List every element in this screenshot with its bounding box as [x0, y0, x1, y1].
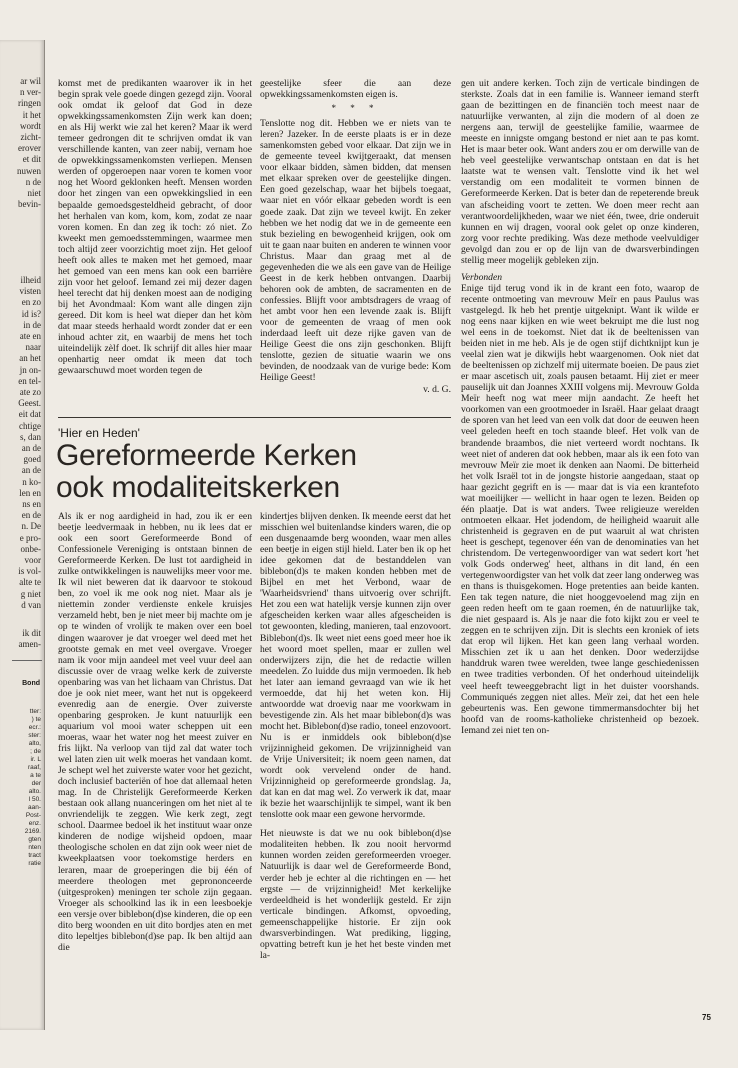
article2-col2-text: kindertjes blijven denken. Ik meende eerst dat het misschien wel buitenlandse kinders waren, die op een dusgenaamde berg woonden, waar men alles een beetje in eigen stijl hield. Later ben ik op het idee gekomen dat de bestanddelen van biblebon(d)s te maken konden hebben met de Bijbel en met het Verbond, waar de 'Waarheidsvriend' thans uitvoerig over schrijft. Het zou een wat hatelijk versje kunnen zijn over afgescheiden kerken waar alles afgescheiden is tot gewoonten, kleding, manieren, taal enzovoort. Biblebon(d)s. Ik weet niet eens goed meer hoe ik het woord moet spellen, maar er zullen wel onderwijzers zijn, die het de redactie willen meedelen. Zo luidde dus mijn vermoeden. Ik heb het later aan iemand gevraagd van wie ik het vermoedde, dat hij het weten kon. Hij antwoordde wat droevig naar me voorkwam in bevestigende zin. Als het maar biblebon(d)s was mocht het. Biblebon(d)se radio, toneel enzovoort. Nu is er inmiddels ook biblebon(d)se vrijzinnigheid gekomen. De vrijzinnigheid van de Vrije Universiteit; ik noem geen namen, dat wordt ook vervelend onder de hand. Vrijzinnigheid op gereformeerde grondslag. Ja, dat kan en dat mag wel. Zo verwerk ik dat, maar ik bezie het waarschijnlijk te simpel, want ik ben tenslotte ook maar een gewone hervormde.	[260, 511, 451, 821]
prev-box-lines	[25, 708, 41, 868]
previous-page-strip	[0, 40, 45, 1030]
right-col-para-1: gen uit andere kerken. Toch zijn de verticale bindingen de sterkste. Zoals dat in een familie is. Wanneer iemand sterft gaan de bezittingen en de financiën toch meest naar de natuurlijke verwanten, al zijn die modern of al doen ze nergens aan, terwijl de geestelijke familie, waarmee de meeste en innigste omgang bestond er niet aan te pas komt. Het is maar beter ook. Want anders zou er om derwille van de heb veel geestelijke verwantschap ontstaan en dat is het laatste wat te wensen valt. Tenslotte vind ik het wel verstandig om een modaliteit te vormen binnen de Gereformeerde Kerken. Dat is beter dan de repeterende breuk van afscheiding voort te zetten. We doen meer recht aan verantwoordelijkheden, waar we niet één, twee, drie onderuit kunnen en wij dragen, vooral ook gelet op onze kinderen, zorg voor rechte prediking. Was deze methode veelvuldiger gevolgd dan zou er op de lijn van de dwarsverbindingen stellig meer mogelijk gebleken zijn.	[461, 78, 699, 266]
prev-fragment-line: ringen	[18, 98, 41, 109]
prev-fragment-block-2	[18, 275, 41, 611]
prev-fragment-line: der	[31, 780, 41, 787]
article2-col2-text-b: Het nieuwste is dat we nu ook biblebon(d)se modaliteiten hebben. Ik zou nooit hervormd kunnen worden zeiden gereformeerden vroeger. Natuurlijk is daar wel de Gereformeerde Bond, verder heb je echter al die richtingen en — het ergste — de vrijzinnigheid! Met kerkelijke verdeeldheid is het wonderlijk gesteld. Er zijn verticale bindingen. Afkomst, opvoeding, gemeenschappelijke historie. Er zijn ook dwarsverbindingen. Wat prediking, ligging, opvatting betreft kun je het het beste vinden met la-	[260, 828, 451, 961]
prev-fragment-line: an het	[19, 353, 41, 364]
prev-fragment-line: d van	[21, 599, 41, 610]
article1-signature: v. d. G.	[423, 384, 451, 396]
prev-fragment-line: ; de	[30, 748, 41, 755]
prev-fragment-line: n ver-	[19, 87, 41, 98]
prev-fragment-line: en zo	[21, 297, 41, 308]
prev-fragment-line: zicht-	[20, 132, 41, 143]
prev-fragment-line: amen-	[18, 639, 41, 650]
prev-fragment-line: l 50.	[28, 796, 41, 803]
right-col-para-2: Enige tijd terug vond ik in de krant een foto, waarop de recente ontmoeting van mevrouw Meïr en paus Paulus was vastgelegd. Ik heb het prentje uitgeknipt. Want ik wilde er nog eens naar kijken en wie weet bekruipt me die lust nog wel eens in de toekomst. Niet dat ik de beeltenissen van beiden niet in me heb. Als je de ogen stijf dichtknijpt kun je veelal zien wat je dikwijls hebt waargenomen. Ook niet dat de beeltenissen op zichzelf mij uitermate boeien. De paus ziet er maar ascetisch uit, zoals pausen betaamt. Hij ziet er meer pauselijk uit dan Joannes XXIII volgens mij. Mevrouw Golda Meïr heeft nog wat meer mijn aandacht. Ze heeft het voorkomen van een grootmoeder in Israël. Haar gelaat draagt de sporen van het leed van een volk dat door de eeuwen heen veel geleden heeft en toch staande bleef. Het volk van de brandende braambos, die niet verteerd wordt nochtans. Ik weet niet of anderen dat ook hebben, maar als ik een foto van mevrouw Meïr zie moet ik denken aan Naomi. De bitterheid het volk Israël tot in de jongste historie aangedaan, staat op haar gezicht gegrift en is — maar dat is via een krantefoto wat moeilijker — wellicht in haar ogen te lezen. Beiden op één plaatje. Dat is wat anders. Twee religieuze werelden ontmoeten elkaar. Het jodendom, de heiligheid waaruit alle christenheid is gegraven en de put waaruit al wat christen heet is geschept, tegenover één van de denominaties van het christendom. De vertegenwoordiger van wat sedert kort 'het volk Gods onderweg' heet, althans in dit land, én een vertegenwoordigster van het volk dat zeer lang onderweg was en thans is thuisgekomen. Hoge pretenties aan beide kanten. Een tak tegen nature, die niet hooggevoelend mag zijn en geen reden heeft om te gaan roemen, én de natuurlijke tak, die niet gespaard is. Als je naar die foto kijkt zou er veel te zeggen en te schrijven zijn. Dit is slechts een kroniek of iets dat erop wil lijken. Het kan geen lang verhaal worden. Misschien zet ik u aan het denken. Door wederzijdse handdruk waren twee werelden, twee lange geschiedenissen en twee tradities verbonden. Of het onderhoud uiteindelijk veel heeft teweeggebracht ligt in het duister voorshands. Communiqués zeggen niet alles. Meïr zei, dat het een hele gebeurtenis was. Een gewone timmermansdochter bij het hoofd van de rooms-katholieke christenheid op bezoek. Iemand zei niet ten on-	[461, 282, 699, 736]
prev-fragment-line: nuwen	[17, 165, 41, 176]
prev-fragment-line: ar wil	[20, 76, 41, 86]
prev-fragment-line: an de	[21, 465, 41, 476]
prev-fragment-line: enz.	[28, 820, 41, 827]
prev-fragment-line: chtige	[19, 420, 41, 431]
prev-fragment-line: goed	[23, 454, 41, 465]
prev-box-rule	[12, 660, 42, 661]
prev-fragment-line: e pro-	[19, 532, 41, 543]
prev-fragment-line: aan-	[27, 804, 41, 811]
prev-fragment-line: bevin-	[18, 199, 41, 210]
prev-fragment-block-3	[19, 628, 42, 650]
prev-fragment-line: ate zo	[19, 387, 41, 398]
prev-fragment-line: nten	[28, 844, 41, 851]
section-break-stars: * * *	[331, 103, 380, 114]
page-number: 75	[702, 1013, 711, 1022]
prev-fragment-line: raaf,	[27, 764, 41, 771]
prev-fragment-line: ns en	[22, 499, 41, 510]
article2-headline	[56, 440, 476, 504]
prev-fragment-line: g niet	[20, 588, 41, 599]
prev-fragment-line: n. De	[21, 521, 41, 532]
article2-col1-text: Als ik er nog aardigheid in had, zou ik er een beetje leedvermaak in hebben, nu ik lees dat er ook een soort Gereformeerde Bond of Confessionele Vereniging is ontstaan binnen de Gereformeerde Kerken. De lust tot aardigheid in zulke ontwikkelingen is nauwelijks meer voor me. Ik wil niet beweren dat ik daarvoor te stokoud ben, zo voel ik me ook nog niet. Maar als je niettemin zonder verdienste enkele kruisjes verzameld hebt, ben je niet meer bij machte om je op te winden of vrolijk te maken over een boel dingen waarover je dat vroeger wel deed met het grootste gemak en met veel overgave. Vroeger nam ik voor mijn aandeel met veel vuur deel aan discussie over de vraag welke kerk de zuiverste openbaring was van het lichaam van Christus. Dat doe je ook niet meer, want het nut is opgekeerd evenredig aan de energie. Over zuiverste openbaring gesproken. Je kunt natuurlijk een aquarium vol mooi water scheppen uit een moeras, waar het water nog het meest zuiver en fris lijkt. Na verloop van tijd zal dat water toch wel laten zien uit welk moeras het vandaan komt. Je schept wel het zuiverste water voor het gezicht, doch inclusief bacteriën of hoe dat allemaal heten mag. In de Christelijk Gereformeerde Kerken bestaan ook allang nuanceringen om het niet al te onvriendelijk te zeggen. Wie kerk zegt, zegt school. Daarmee bedoel ik het instituut waar onze kinderen de nodige wijsheid opdoen, maar theologische scholen en dat zijn ook weer niet de kweekplaatsen voor toekomstige herders en leraren, maar de groeperingen die bij één of meerdere theologen met geprononceerde (uitgesproken) meningen ter schole zijn gegaan. Vroeger als schoolkind las ik in een leesboekje een versje over biblebon(d)se kinderen, die op een dito berg woonden en uit dito bordjes aten en met dito lepeltjes biblebon(d)se pap. Ik ben altijd aan die	[58, 511, 252, 953]
prev-fragment-line: id is?	[21, 308, 41, 319]
prev-fragment-line: erover	[18, 143, 41, 154]
prev-fragment-line: 2169.	[24, 828, 41, 835]
prev-fragment-line: tract	[28, 852, 41, 859]
prev-fragment-line: ilheid	[20, 275, 41, 285]
prev-fragment-line: in de	[23, 319, 41, 330]
article1-col2-intro: geestelijke sfeer die aan deze opwekkingssamenkomsten eigen is.	[260, 78, 451, 101]
prev-fragment-line: et dit	[22, 154, 41, 165]
prev-fragment-line: Post-	[25, 812, 41, 819]
prev-fragment-line: gten	[28, 836, 41, 843]
prev-fragment-line: voor	[24, 555, 41, 566]
prev-fragment-line: jn on-	[19, 364, 41, 375]
prev-fragment-line: naar	[25, 342, 41, 353]
prev-fragment-line: ster:	[28, 732, 41, 739]
prev-fragment-line: n ko-	[22, 476, 41, 487]
article1-column-1	[58, 78, 252, 411]
prev-fragment-line: ik dit	[22, 628, 41, 638]
article1-col1-text: komst met de predikanten waarover ik in het begin sprak vele goede dingen gezegd zijn. Vooral ook omdat ik geloof dat God in deze opwekkingssamenkomsten Zijn werk kan doen; en als Hij werkt wie zal het keren? Maar ik werd temeer gedrongen dit te schrijven omdat ik van verschillende kanten, van zeer nabij, vernam hoe de opwekkingssamenkomsten verliepen. Mensen werden of opgeroepen naar voren te komen voor nog het Woord geklonken heeft. Mensen worden door het zingen van een opwekkingslied in een bepaalde gemoedsgesteldheid gebracht, of door het herhalen van kom, kom, kom, zodat ze naar voren komen. En dan zeg ik toch: zó niet. Zo kweekt men gemoedsstemmingen, waarmee men toch altijd zeer voorzichtig moet zijn. Het geloof heeft ook alles te maken met het gemoed, maar het gemoed van een mens kan ook een barrière zijn voor het geloof. Iemand zei mij dezer dagen heel terecht dat hij denken moest aan de nodiging bij het Avondmaal: Kom want alle dingen zijn gereed. Dit kom is heel wat dieper dan het kòm dat maar steeds herhaald wordt zonder dat er een inhoud achter zit, en waarbij de mens het toch uiteindelijk zèlf doet. Ik schrijf dit alles hier maar openhartig neer omdat ik meen dat toch gewaarschuwd moet worden tegen de	[58, 78, 252, 377]
prev-fragment-line: n de	[25, 176, 41, 187]
prev-fragment-line: niet	[27, 188, 41, 199]
prev-fragment-line: en tel-	[18, 375, 41, 386]
headline-line-1: Gereformeerde Kerken	[56, 439, 357, 472]
article2-kicker: 'Hier en Heden'	[58, 426, 140, 440]
prev-fragment-line: tter:	[29, 708, 41, 715]
prev-fragment-line: is vol-	[18, 566, 41, 577]
prev-fragment-line: ir. L	[30, 756, 41, 763]
prev-fragment-line: s, dan	[20, 431, 41, 442]
prev-fragment-line: wordt	[20, 120, 41, 131]
article1-col2-text: Tenslotte nog dit. Hebben we er niets van te leren? Jazeker. In de eerste plaats is er in deze samenkomsten gebed voor elkaar. Dat zijn we in de gemeente teveel kwijtgeraakt, dat mensen voor elkaar bidden, sàmen bidden, dat mensen met elkaar spreken over de geestelijke dingen. Een goed gezelschap, waar het bijbels toegaat, waar niet en vóór elkaar gebeden wordt is een goede zaak. Dat zijn we teveel kwijt. En zeker hebben we het nodig dat we in de gemeente een stuk bezieling en bewogenheid krijgen, ook om uit te gaan naar buiten en anderen te winnen voor Christus. Maar dan graag met al de gegevenheden die we als een gave van de Heilige Geest in de kerk hebben ontvangen. Daarbij behoren ook de ambten, de sacramenten en de confessies. Blijft voor ambtsdragers de vraag of het ambt voor hen een levende zaak is. Blijft voor de gemeenten de vraag of men ook inderdaad leeft uit deze rijke gaven van de Heilige Geest die ons zijn geschonken. Blijft tenslotte, gezien de situatie waarin we ons bevinden, de noodzaak van de vurige bede: Kom Heilige Geest!	[260, 118, 451, 384]
prev-fragment-line: len en	[19, 487, 41, 498]
prev-fragment-line: ) te	[31, 716, 41, 723]
subheading-verbonden: Verbonden	[461, 271, 503, 283]
prev-fragment-line: ecr.:	[28, 724, 41, 731]
prev-fragment-line: Geest.	[18, 398, 41, 409]
article1-column-2	[260, 78, 451, 413]
prev-fragment-line: eit dat	[18, 409, 41, 420]
headline-line-2: ook modaliteitskerken	[56, 471, 340, 504]
prev-fragment-block-1	[17, 76, 41, 210]
prev-fragment-line: a te	[30, 772, 41, 779]
prev-fragment-line: onbe-	[20, 543, 41, 554]
prev-fragment-line: alto.	[28, 788, 41, 795]
prev-fragment-line: an de	[21, 443, 41, 454]
prev-fragment-line: visten	[19, 286, 41, 297]
prev-fragment-line: ate en	[19, 331, 41, 342]
prev-fragment-line: alte te	[19, 577, 41, 588]
article2-column-1	[58, 511, 252, 1014]
prev-box-label: Bond	[22, 680, 40, 687]
right-column	[461, 78, 699, 1014]
article2-column-2	[260, 511, 451, 1014]
prev-fragment-line: it het	[22, 109, 41, 120]
prev-fragment-line: en de	[21, 510, 41, 521]
prev-fragment-line: ratie	[28, 860, 41, 867]
prev-fragment-line: alto,	[28, 740, 41, 747]
article-divider	[58, 417, 451, 418]
